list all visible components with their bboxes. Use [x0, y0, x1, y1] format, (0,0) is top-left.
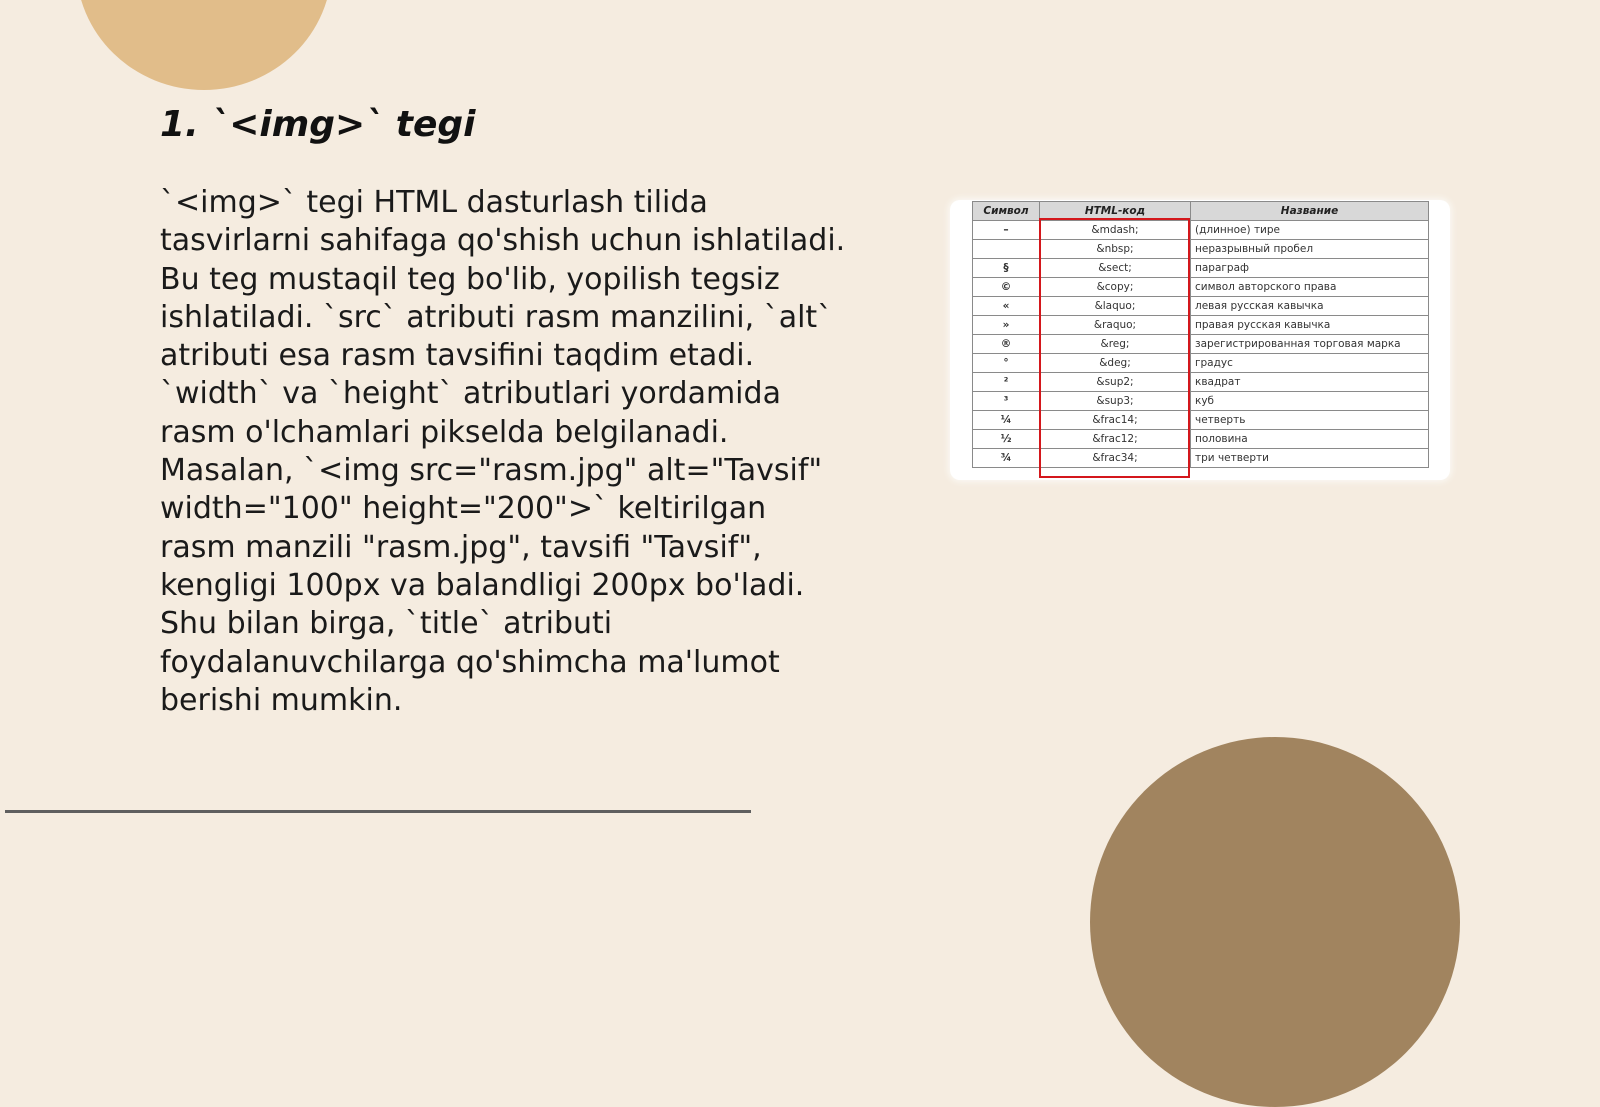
- html-entity-table: [972, 201, 1429, 468]
- table-row: [973, 392, 1429, 411]
- symbol-cell: ½: [973, 430, 1040, 449]
- name-cell: половина: [1191, 430, 1429, 449]
- header-html-code: HTML-код: [1040, 202, 1191, 221]
- symbol-cell: ²: [973, 373, 1040, 392]
- symbol-cell: ¼: [973, 411, 1040, 430]
- table-row: [973, 449, 1429, 468]
- code-cell: &frac34;: [1040, 449, 1191, 468]
- name-cell: квадрат: [1191, 373, 1429, 392]
- table-row: [973, 240, 1429, 259]
- name-cell: четверть: [1191, 411, 1429, 430]
- name-cell: символ авторского права: [1191, 278, 1429, 297]
- symbol-cell: ©: [973, 278, 1040, 297]
- name-cell: три четверти: [1191, 449, 1429, 468]
- name-cell: параграф: [1191, 259, 1429, 278]
- symbol-cell: –: [973, 221, 1040, 240]
- table-row: [973, 297, 1429, 316]
- slide-title: 1. `<img>` tegi: [160, 104, 476, 145]
- symbol-cell: ³: [973, 392, 1040, 411]
- name-cell: правая русская кавычка: [1191, 316, 1429, 335]
- table-row: [973, 221, 1429, 240]
- symbol-cell: [973, 240, 1040, 259]
- symbol-cell: °: [973, 354, 1040, 373]
- symbol-cell: ®: [973, 335, 1040, 354]
- name-cell: куб: [1191, 392, 1429, 411]
- name-cell: неразрывный пробел: [1191, 240, 1429, 259]
- table-row: [973, 316, 1429, 335]
- table-row: [973, 373, 1429, 392]
- table-row: [973, 430, 1429, 449]
- code-cell: &copy;: [1040, 278, 1191, 297]
- symbol-cell: ¾: [973, 449, 1040, 468]
- name-cell: левая русская кавычка: [1191, 297, 1429, 316]
- code-cell: &raquo;: [1040, 316, 1191, 335]
- name-cell: зарегистрированная торговая марка: [1191, 335, 1429, 354]
- symbol-cell: «: [973, 297, 1040, 316]
- code-cell: &frac12;: [1040, 430, 1191, 449]
- code-cell: &sup3;: [1040, 392, 1191, 411]
- table-header-row: [973, 202, 1429, 221]
- table-row: [973, 411, 1429, 430]
- decorative-circle-top: [76, 0, 332, 90]
- divider-line: [5, 810, 751, 813]
- table-row: [973, 335, 1429, 354]
- code-cell: &reg;: [1040, 335, 1191, 354]
- entity-table-image: [950, 200, 1450, 480]
- table-row: [973, 354, 1429, 373]
- name-cell: (длинное) тире: [1191, 221, 1429, 240]
- header-symbol: Символ: [973, 202, 1040, 221]
- code-cell: &nbsp;: [1040, 240, 1191, 259]
- symbol-cell: »: [973, 316, 1040, 335]
- code-cell: &deg;: [1040, 354, 1191, 373]
- table-row: [973, 259, 1429, 278]
- table-row: [973, 278, 1429, 297]
- code-cell: &sect;: [1040, 259, 1191, 278]
- code-cell: &sup2;: [1040, 373, 1191, 392]
- code-cell: &laquo;: [1040, 297, 1191, 316]
- code-cell: &mdash;: [1040, 221, 1191, 240]
- code-cell: &frac14;: [1040, 411, 1191, 430]
- symbol-cell: §: [973, 259, 1040, 278]
- name-cell: градус: [1191, 354, 1429, 373]
- slide-body-text: `<img>` tegi HTML dasturlash tilida tasvirlarni sahifaga qo'shish uchun ishlatiladi. Bu teg mustaqil teg bo'lib, yopilish tegsiz ishlatiladi. `src` atributi rasm manzilini, `alt` atributi esa rasm tavsifini taqdim etadi. `width` va `height` atributlari yordamida rasm o'lchamlari pikselda belgilanadi. Masalan, `<img src="rasm.jpg" alt="Tavsif" width="100" height="200">` keltirilgan rasm manzili "rasm.jpg", tavsifi "Tavsif", kengligi 100px va balandligi 200px bo'ladi. Shu bilan birga, `title` atributi foydalanuvchilarga qo'shimcha ma'lumot berishi mumkin.: [160, 185, 846, 718]
- decorative-circle-bottom: [1090, 737, 1460, 1107]
- header-name: Название: [1191, 202, 1429, 221]
